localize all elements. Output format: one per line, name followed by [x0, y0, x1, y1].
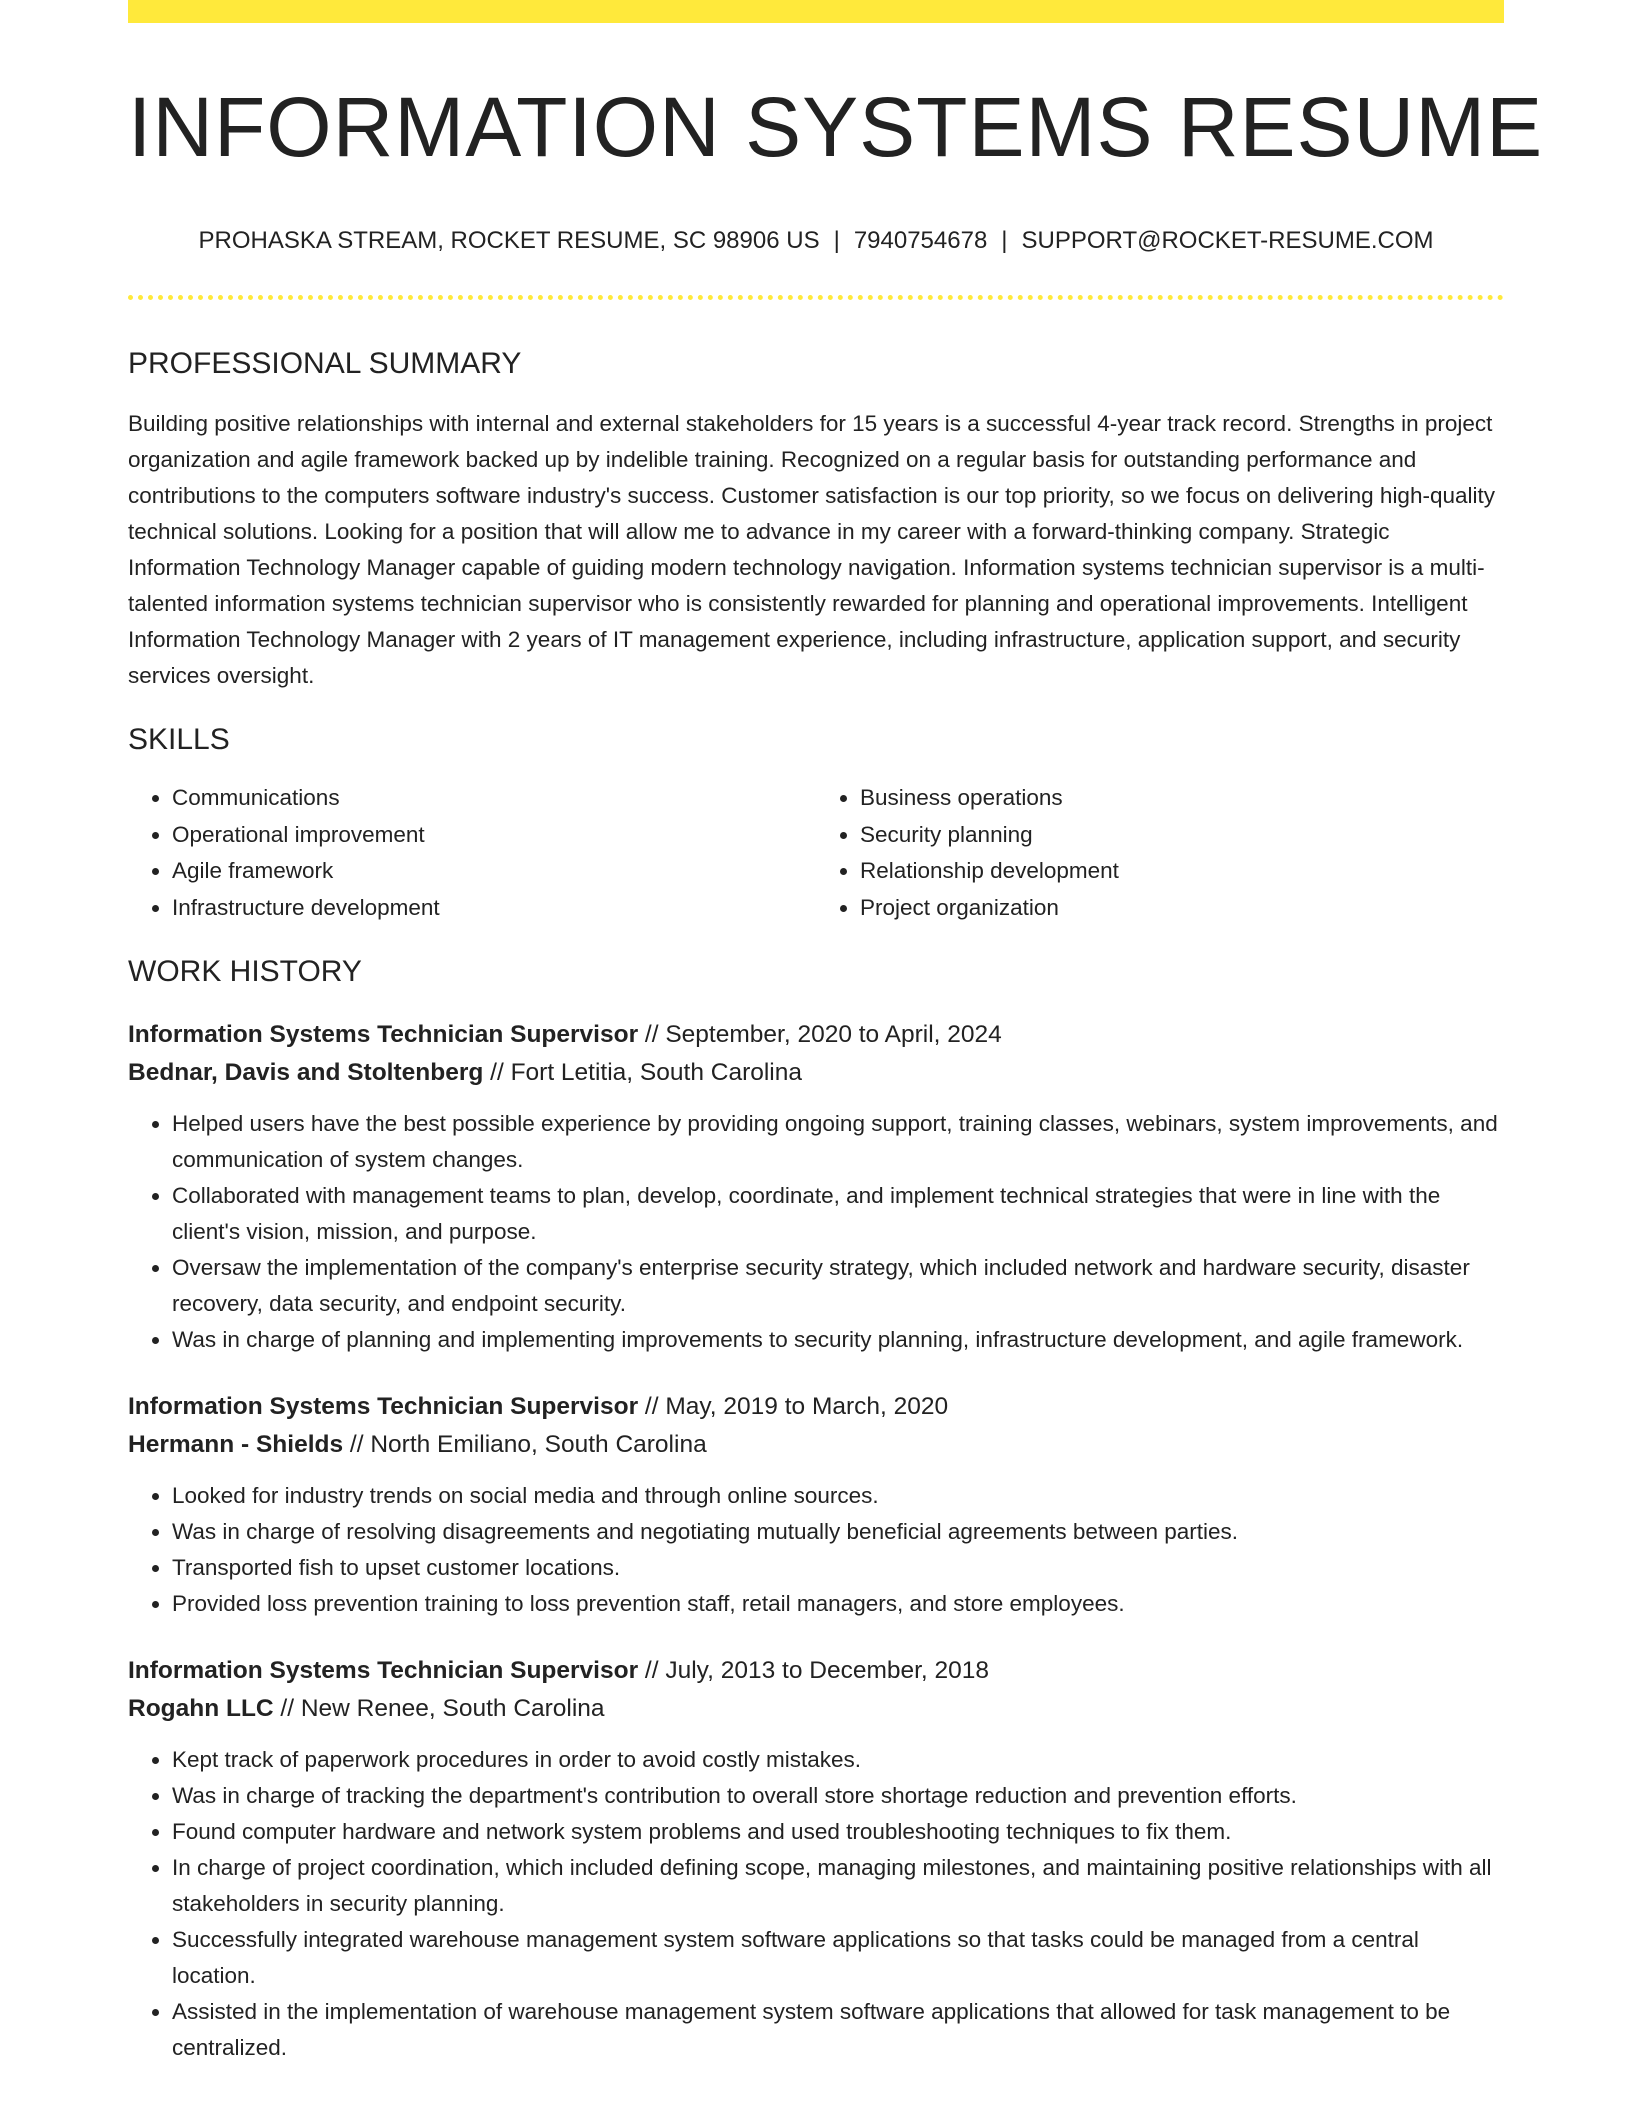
job-entry [128, 1652, 1504, 2066]
job-company-line [128, 1054, 1504, 1092]
resume-title: INFORMATION SYSTEMS RESUME [128, 80, 1544, 174]
job-bullets [128, 1106, 1504, 1358]
job-dates: // July, 2013 to December, 2018 [638, 1657, 990, 1685]
job-entry [128, 1016, 1504, 1358]
skill-item: • Infrastructure development [172, 890, 816, 927]
contact-separator: | [833, 227, 840, 255]
job-role-line [128, 1652, 1504, 1690]
skills-column-left [128, 780, 816, 926]
job-bullets [128, 1478, 1504, 1622]
job-company: Rogahn LLC [128, 1695, 274, 1723]
job-role: Information Systems Technician Supervisor [128, 1021, 639, 1049]
job-location: // Fort Letitia, South Carolina [483, 1059, 802, 1087]
job-bullet: • In charge of project coordination, which included defining scope, managing milestones, and maintaining positive relationships with all stakeholders in security planning. [172, 1850, 1504, 1922]
job-bullet: • Kept track of paperwork procedures in order to avoid costly mistakes. [172, 1742, 1504, 1778]
job-location: // New Renee, South Carolina [273, 1695, 605, 1723]
job-bullet: • Successfully integrated warehouse management system software applications so that tasks could be managed from a central location. [172, 1922, 1504, 1994]
resume-page [128, 0, 1544, 2066]
top-accent-bar [128, 0, 1504, 23]
contact-line [128, 227, 1504, 255]
job-bullets [128, 1742, 1504, 2066]
dotted-divider [128, 295, 1504, 300]
job-dates: // May, 2019 to March, 2020 [638, 1393, 949, 1421]
job-location: // North Emiliano, South Carolina [343, 1431, 707, 1459]
skills-heading: SKILLS [128, 723, 230, 757]
job-bullet: • Provided loss prevention training to loss prevention staff, retail managers, and store employees. [172, 1586, 1504, 1622]
job-role: Information Systems Technician Supervisor [128, 1657, 639, 1685]
skill-item: • Project organization [860, 890, 1504, 927]
contact-address: PROHASKA STREAM, ROCKET RESUME, SC 98906 US [198, 227, 820, 255]
contact-email: SUPPORT@ROCKET-RESUME.COM [1021, 227, 1434, 255]
contact-separator: | [1001, 227, 1008, 255]
job-bullet: • Helped users have the best possible experience by providing ongoing support, training classes, webinars, system improvements, and communication of system changes. [172, 1106, 1504, 1178]
job-bullet: • Transported fish to upset customer locations. [172, 1550, 1504, 1586]
job-company-line [128, 1426, 1504, 1464]
job-bullet: • Was in charge of resolving disagreements and negotiating mutually beneficial agreements between parties. [172, 1514, 1504, 1550]
skills-list [128, 780, 1504, 926]
job-bullet: • Looked for industry trends on social media and through online sources. [172, 1478, 1504, 1514]
job-entry [128, 1388, 1504, 1622]
job-company: Hermann - Shields [128, 1431, 344, 1459]
job-company: Bednar, Davis and Stoltenberg [128, 1059, 484, 1087]
job-bullet: • Oversaw the implementation of the company's enterprise security strategy, which included network and hardware security, disaster recovery, data security, and endpoint security. [172, 1250, 1504, 1322]
work-history-heading: WORK HISTORY [128, 955, 362, 989]
job-bullet: • Was in charge of planning and implementing improvements to security planning, infrastructure development, and agile framework. [172, 1322, 1504, 1358]
skill-item: • Relationship development [860, 853, 1504, 890]
job-role-line [128, 1388, 1504, 1426]
summary-text: Building positive relationships with internal and external stakeholders for 15 years is a successful 4-year track record. Strengths in project organization and agile framework backed up by indelible training. Recognized on a regular basis for outstanding performance and contributions to the computers software industry's success. Customer satisfaction is our top priority, so we focus on delivering high-quality technical solutions. Looking for a position that will allow me to advance in my career with a forward-thinking company. Strategic Information Technology Manager capable of guiding modern technology navigation. Information systems technician supervisor is a multi-talented information systems technician supervisor who is consistently rewarded for planning and operational improvements. Intelligent Information Technology Manager with 2 years of IT management experience, including infrastructure, application support, and security services oversight. [128, 411, 1495, 689]
job-bullet: • Collaborated with management teams to plan, develop, coordinate, and implement technical strategies that were in line with the client's vision, mission, and purpose. [172, 1178, 1504, 1250]
job-role: Information Systems Technician Supervisor [128, 1393, 639, 1421]
job-bullet: • Assisted in the implementation of warehouse management system software applications that allowed for task management to be centralized. [172, 1994, 1504, 2066]
skill-item: • Agile framework [172, 853, 816, 890]
job-company-line [128, 1690, 1504, 1728]
job-role-line [128, 1016, 1504, 1054]
job-dates: // September, 2020 to April, 2024 [638, 1021, 1002, 1049]
skill-item: • Communications [172, 780, 816, 817]
job-bullet: • Was in charge of tracking the department's contribution to overall store shortage reduction and prevention efforts. [172, 1778, 1504, 1814]
skill-item: • Operational improvement [172, 817, 816, 854]
skill-item: • Business operations [860, 780, 1504, 817]
skills-column-right [816, 780, 1504, 926]
summary-heading: PROFESSIONAL SUMMARY [128, 347, 522, 381]
contact-phone: 7940754678 [853, 227, 988, 255]
job-bullet: • Found computer hardware and network system problems and used troubleshooting techniques to fix them. [172, 1814, 1504, 1850]
skill-item: • Security planning [860, 817, 1504, 854]
